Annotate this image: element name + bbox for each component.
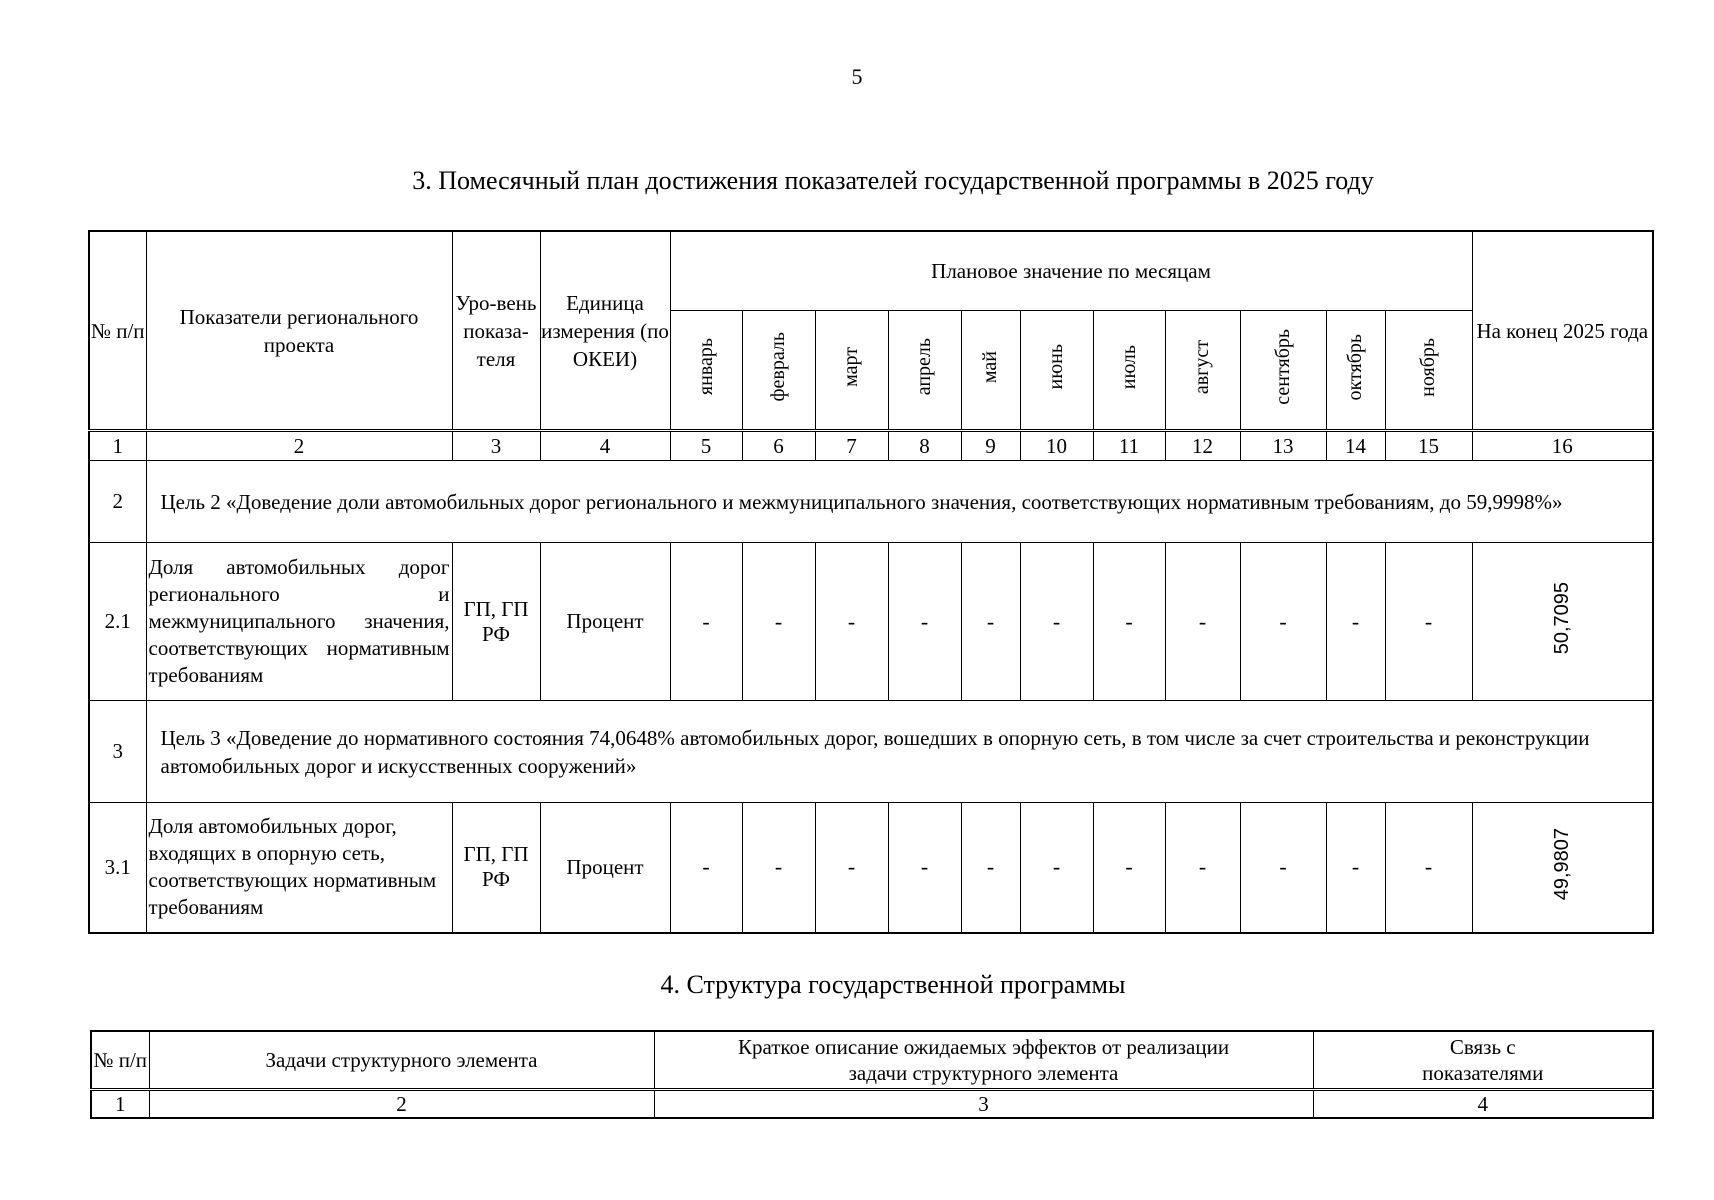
header-end-of-year: На конец 2025 года — [1472, 231, 1653, 431]
month-value: - — [1165, 543, 1240, 701]
goal-2-text: Цель 2 «Доведение доли автомобильных дорог регионального и межмуниципального значения, соответствующих нормативным требованиям, до 59,9998%» — [146, 461, 1653, 543]
column-number: 1 — [89, 431, 146, 461]
goal-3-row — [89, 701, 1653, 803]
month-value: - — [1093, 543, 1165, 701]
column-number: 16 — [1472, 431, 1653, 461]
month-value: - — [742, 543, 815, 701]
column-number: 14 — [1326, 431, 1385, 461]
indicator-2-1-row — [89, 543, 1653, 701]
column-number: 8 — [888, 431, 961, 461]
month-value: - — [1165, 803, 1240, 933]
month-value: - — [815, 543, 888, 701]
indicator-name: Доля автомобильных дорог, входящих в опорную сеть, соответствующих нормативным требованиям — [146, 803, 452, 933]
month-september: сентябрь — [1240, 311, 1326, 431]
month-value: - — [1385, 543, 1472, 701]
header-level: Уро-вень показа-теля — [452, 231, 540, 431]
indicator-unit: Процент — [540, 543, 670, 701]
month-august: август — [1165, 311, 1240, 431]
indicator-level: ГП, ГП РФ — [452, 543, 540, 701]
end-of-year-value: 49,9807 — [1472, 803, 1653, 933]
month-value: - — [888, 803, 961, 933]
indicator-3-1-row — [89, 803, 1653, 933]
month-value: - — [1326, 803, 1385, 933]
header-indicator-link: Связь с показателями — [1313, 1031, 1653, 1089]
goal-2-row — [89, 461, 1653, 543]
month-value: - — [961, 803, 1020, 933]
section3-title: 3. Помесячный план достижения показателей государственной программы в 2025 году — [412, 166, 1374, 195]
end-of-year-value: 50,7095 — [1472, 543, 1653, 701]
goal-3-text: Цель 3 «Доведение до нормативного состояния 74,0648% автомобильных дорог, вошедших в опорную сеть, в том числе за счет строительства и реконструкции автомобильных дорог и искусственных сооружений» — [146, 701, 1653, 803]
program-structure-table — [90, 1030, 1654, 1119]
month-june: июнь — [1020, 311, 1093, 431]
column-number: 9 — [961, 431, 1020, 461]
column-number: 4 — [540, 431, 670, 461]
goal-3-num: 3 — [89, 701, 146, 803]
month-february: февраль — [742, 311, 815, 431]
month-november: ноябрь — [1385, 311, 1472, 431]
indicator-name: Доля автомобильных дорог регионального и межмуниципального значения, соответствующих нормативным требованиям — [146, 543, 452, 701]
header-monthly: Плановое значение по месяцам — [670, 231, 1472, 311]
column-number-row — [91, 1089, 1653, 1118]
goal-2-num: 2 — [89, 461, 146, 543]
month-may: май — [961, 311, 1020, 431]
month-value: - — [961, 543, 1020, 701]
month-march: март — [815, 311, 888, 431]
column-number: 13 — [1240, 431, 1326, 461]
month-value: - — [1240, 543, 1326, 701]
header-tasks: Задачи структурного элемента — [149, 1031, 654, 1089]
month-value: - — [815, 803, 888, 933]
column-number: 2 — [149, 1089, 654, 1118]
month-value: - — [670, 543, 742, 701]
month-value: - — [1020, 543, 1093, 701]
column-number: 5 — [670, 431, 742, 461]
month-value: - — [742, 803, 815, 933]
column-number: 2 — [146, 431, 452, 461]
header-indicator: Показатели регионального проекта — [146, 231, 452, 431]
month-april: апрель — [888, 311, 961, 431]
month-value: - — [1240, 803, 1326, 933]
month-value: - — [1326, 543, 1385, 701]
header-effects: Краткое описание ожидаемых эффектов от реализации задачи структурного элемента — [654, 1031, 1313, 1089]
column-number: 11 — [1093, 431, 1165, 461]
row-num: 3.1 — [89, 803, 146, 933]
header-num: № п/п — [89, 231, 146, 431]
column-number: 12 — [1165, 431, 1240, 461]
column-number: 1 — [91, 1089, 149, 1118]
column-number: 3 — [654, 1089, 1313, 1118]
header-num: № п/п — [91, 1031, 149, 1089]
row-num: 2.1 — [89, 543, 146, 701]
month-value: - — [888, 543, 961, 701]
column-number: 6 — [742, 431, 815, 461]
column-number: 7 — [815, 431, 888, 461]
column-number: 3 — [452, 431, 540, 461]
column-number: 4 — [1313, 1089, 1653, 1118]
page-number: 5 — [851, 64, 863, 89]
header-unit: Единица измерения (по ОКЕИ) — [540, 231, 670, 431]
section4-title: 4. Структура государственной программы — [660, 970, 1126, 999]
column-number: 15 — [1385, 431, 1472, 461]
column-number: 10 — [1020, 431, 1093, 461]
month-value: - — [1020, 803, 1093, 933]
month-october: октябрь — [1326, 311, 1385, 431]
monthly-plan-table — [88, 230, 1654, 934]
indicator-level: ГП, ГП РФ — [452, 803, 540, 933]
month-value: - — [1385, 803, 1472, 933]
indicator-unit: Процент — [540, 803, 670, 933]
month-july: июль — [1093, 311, 1165, 431]
month-value: - — [1093, 803, 1165, 933]
month-value: - — [670, 803, 742, 933]
column-number-row — [89, 431, 1653, 461]
month-january: январь — [670, 311, 742, 431]
